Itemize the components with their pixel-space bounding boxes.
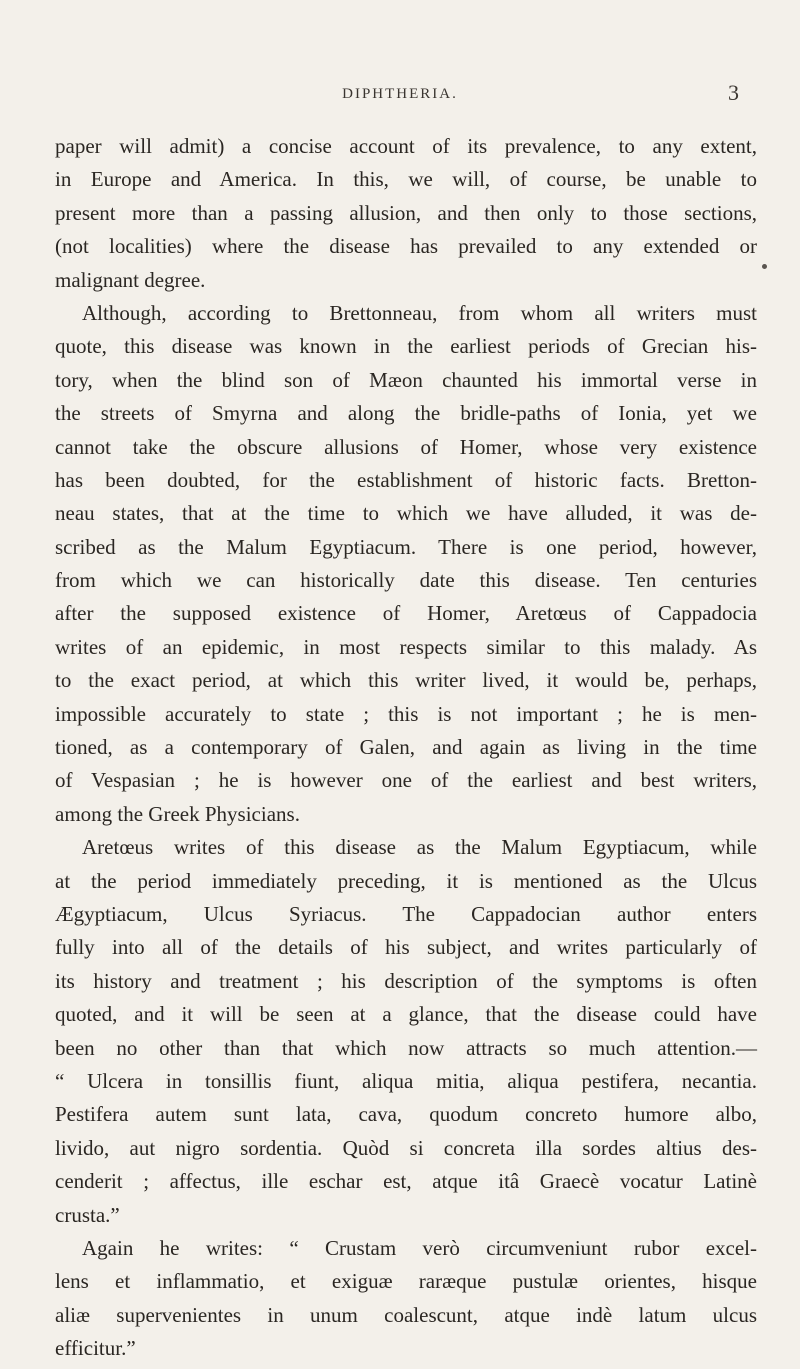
text-line: has been doubted, for the establishment of historic facts. Bretton- — [55, 467, 757, 492]
running-title: DIPHTHERIA. — [342, 86, 458, 102]
page-number: 3 — [728, 80, 739, 105]
text-line: to the exact period, at which this writer lived, it would be, perhaps, — [55, 668, 757, 693]
text-line: the streets of Smyrna and along the bridle-paths of Ionia, yet we — [55, 401, 757, 426]
text-line: Although, according to Brettonneau, from whom all writers must — [82, 300, 757, 325]
margin-ink-dot — [762, 264, 767, 269]
text-line: Aretœus writes of this disease as the Malum Egyptiacum, while — [82, 835, 757, 860]
text-line: fully into all of the details of his subject, and writes particularly of — [55, 935, 757, 960]
text-line: crusta.” — [55, 1202, 120, 1227]
text-line: aliæ supervenientes in unum coalescunt, atque indè latum ulcus — [55, 1302, 757, 1327]
text-line: Again he writes: “ Crustam verò circumveniunt rubor excel- — [82, 1235, 757, 1260]
text-line: writes of an epidemic, in most respects similar to this malady. As — [55, 634, 757, 659]
text-line: cenderit ; affectus, ille eschar est, atque itâ Graecè vocatur Latinè — [55, 1169, 757, 1194]
body-text — [55, 130, 757, 1365]
text-line: lens et inflammatio, et exiguæ raræque pustulæ orientes, hisque — [55, 1269, 757, 1294]
text-line: malignant degree. — [55, 267, 206, 292]
text-line: efficitur.” — [55, 1336, 136, 1361]
text-line: from which we can historically date this disease. Ten centuries — [55, 568, 757, 593]
text-line: at the period immediately preceding, it is mentioned as the Ulcus — [55, 868, 757, 893]
text-line: its history and treatment ; his description of the symptoms is often — [55, 968, 757, 993]
text-line: tory, when the blind son of Mæon chaunted his immortal verse in — [55, 367, 757, 392]
text-line: Ægyptiacum, Ulcus Syriacus. The Cappadocian author enters — [55, 901, 757, 926]
text-line: (not localities) where the disease has prevailed to any extended or — [55, 234, 757, 259]
text-line: impossible accurately to state ; this is not important ; he is men- — [55, 701, 757, 726]
text-line: of Vespasian ; he is however one of the earliest and best writers, — [55, 768, 757, 793]
text-line: tioned, as a contemporary of Galen, and again as living in the time — [55, 735, 757, 760]
text-line: after the supposed existence of Homer, Aretœus of Cappadocia — [55, 601, 757, 626]
text-line: cannot take the obscure allusions of Homer, whose very existence — [55, 434, 757, 459]
text-line: Pestifera autem sunt lata, cava, quodum concreto humore albo, — [55, 1102, 757, 1127]
text-line: neau states, that at the time to which we have alluded, it was de- — [55, 501, 757, 526]
text-line: livido, aut nigro sordentia. Quòd si concreta illa sordes altius des- — [55, 1135, 757, 1160]
text-line: quote, this disease was known in the earliest periods of Grecian his- — [55, 334, 757, 359]
text-line: scribed as the Malum Egyptiacum. There is one period, however, — [55, 534, 757, 559]
text-line: among the Greek Physicians. — [55, 801, 300, 826]
text-line: been no other than that which now attracts so much attention.— — [55, 1035, 757, 1060]
text-line: present more than a passing allusion, and then only to those sections, — [55, 200, 757, 225]
text-line: in Europe and America. In this, we will, of course, be unable to — [55, 167, 757, 192]
text-line: quoted, and it will be seen at a glance, that the disease could have — [55, 1002, 757, 1027]
text-line: “ Ulcera in tonsillis fiunt, aliqua mitia, aliqua pestifera, necantia. — [55, 1068, 757, 1093]
text-line: paper will admit) a concise account of its prevalence, to any extent, — [55, 134, 757, 158]
